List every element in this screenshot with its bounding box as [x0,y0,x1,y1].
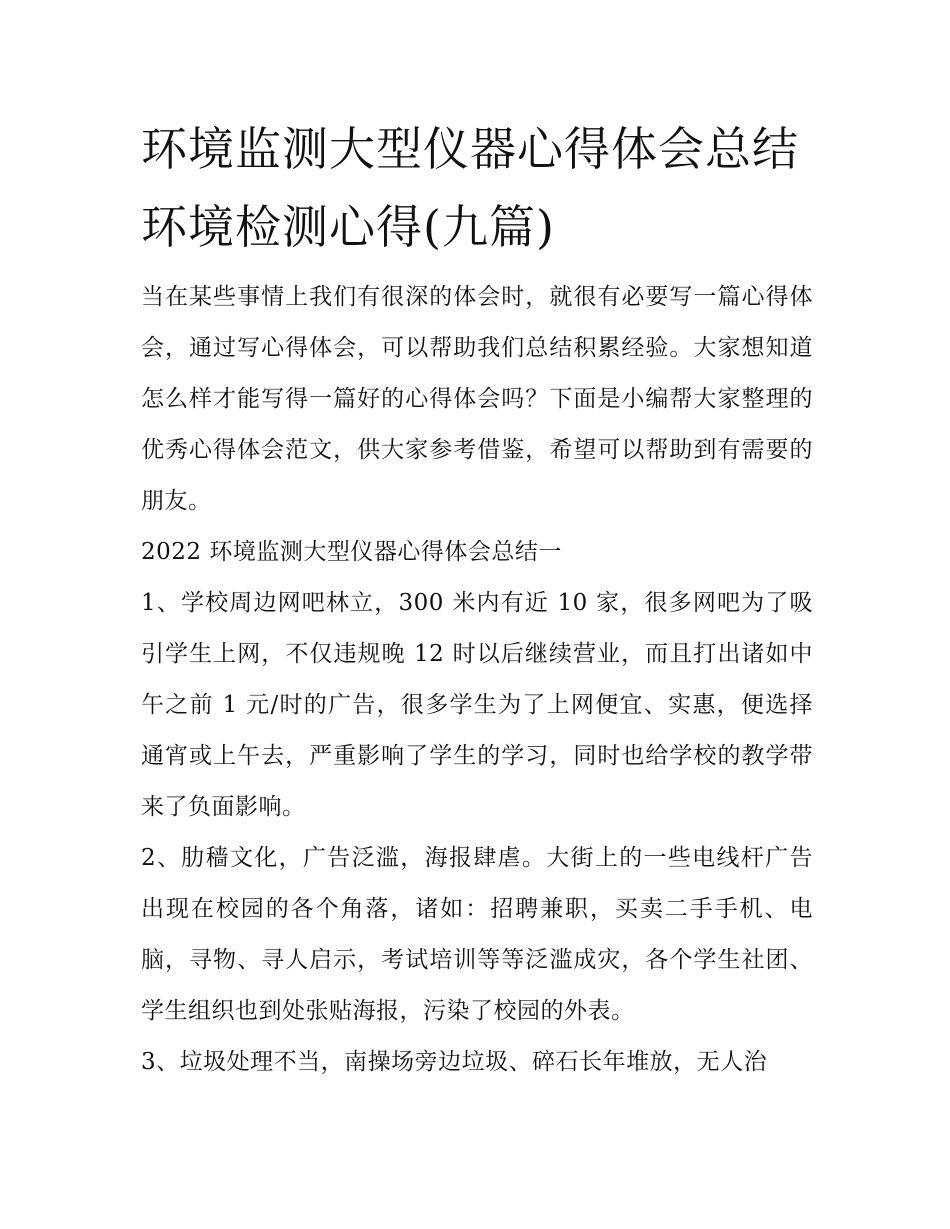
document-content [141,110,813,1088]
body-paragraph-3: 3、垃圾处理不当，南操场旁边垃圾、碎石长年堆放，无人治 [141,1049,768,1075]
title-block [141,110,813,266]
document-title: 环境监测大型仪器心得体会总结 环境检测心得(九篇) [141,122,799,254]
intro-paragraph: 当在某些事情上我们有很深的体会时，就很有必要写一篇心得体会，通过写心得体会，可以帮助我们总结积累经验。大家想知道怎么样才能写得一篇好的心得体会吗？下面是小编帮大家整理的优秀心得体会范文，供大家参考借鉴，希望可以帮助到有需要的朋友。 [141,284,813,514]
section-heading: 2022 环境监测大型仪器心得体会总结一 [141,539,562,565]
body-paragraph-2: 2、肋穑文化，广告泛滥，海报肆虐。大街上的一些电线杆广告出现在校园的各个角落，诸如：招聘兼职，买卖二手手机、电脑，寻物、寻人启示，考试培训等等泛滥成灾，各个学生社团、学生组织也到处张贴海报，污染了校园的外表。 [141,845,813,1024]
body-paragraph-1: 1、学校周边网吧林立，300 米内有近 10 家，很多网吧为了吸引学生上网，不仅违规晚 12 时以后继续营业，而且打出诸如中午之前 1 元/时的广告，很多学生为了上网便宜、实惠，便选择通宵或上午去，严重影响了学生的学习，同时也给学校的教学带来了负面影响。 [141,590,813,820]
